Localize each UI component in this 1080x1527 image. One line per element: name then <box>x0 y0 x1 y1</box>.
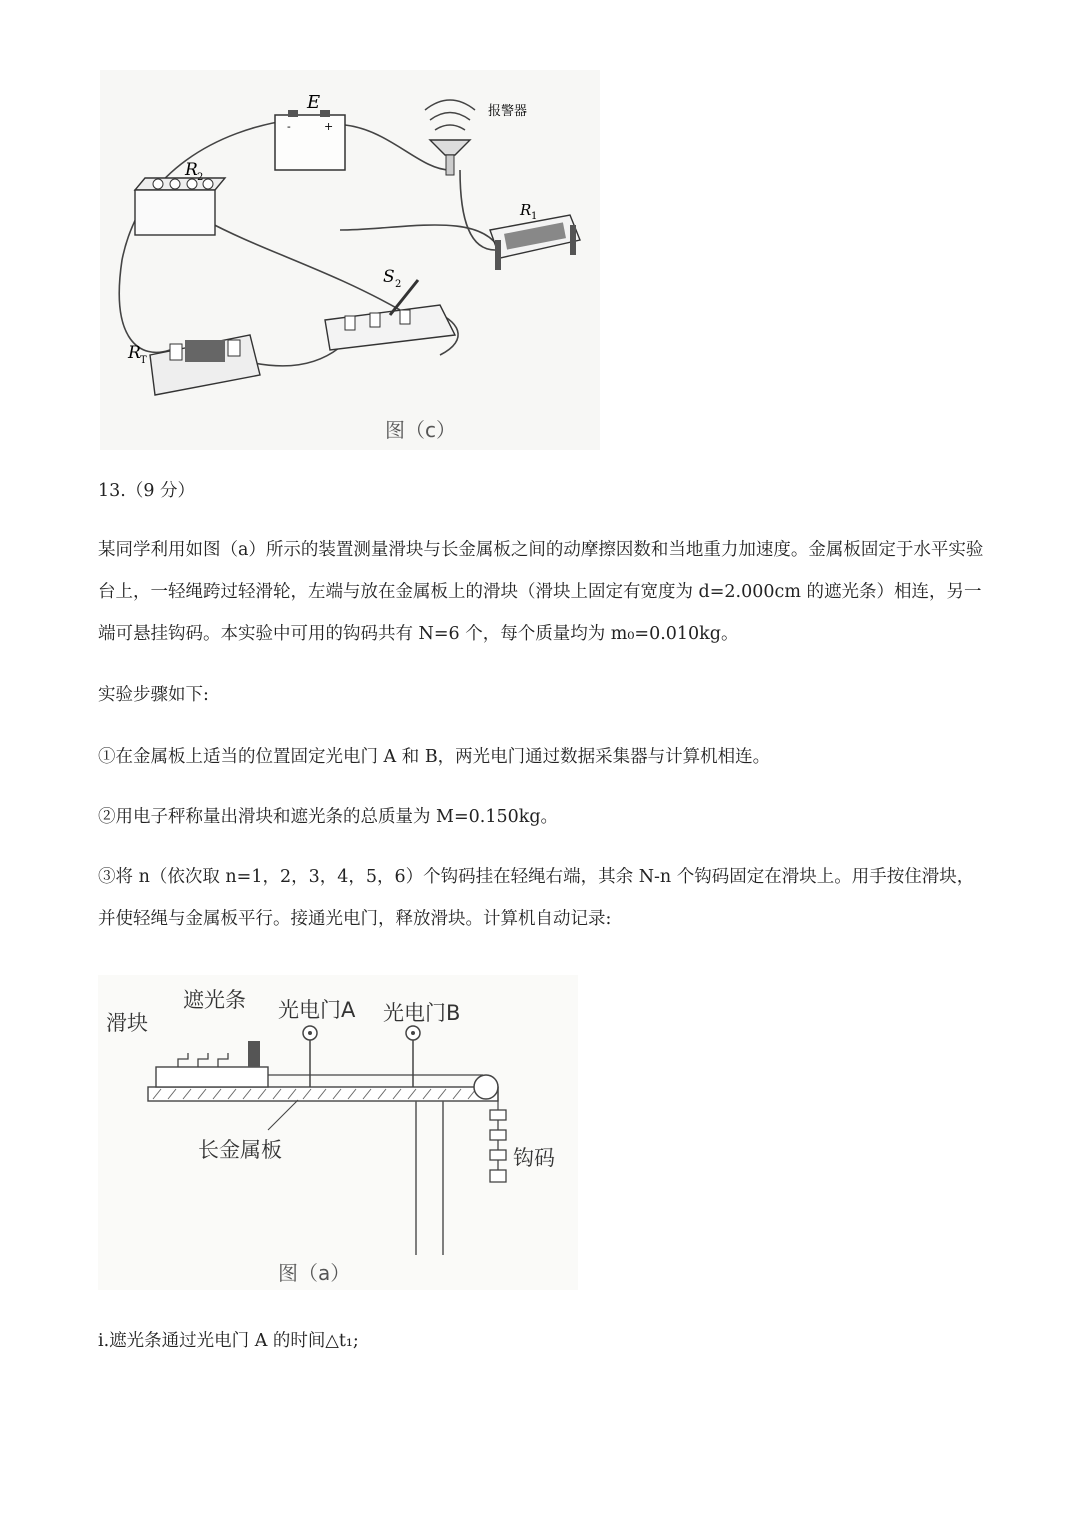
rheostat-label: R <box>520 201 532 219</box>
thermistor-subscript: T <box>140 355 147 366</box>
figure-c-caption: 图（c） <box>385 418 456 442</box>
switch-label: S <box>383 267 395 287</box>
figure-a <box>98 975 578 1290</box>
question-header: 13.（9 分） <box>98 481 196 501</box>
gate-b-label: 光电门B <box>383 1001 461 1025</box>
step-3: ③将 n（依次取 n=1，2，3，4，5，6）个钩码挂在轻绳右端，其余 N-n 个钩码固定在滑块上。用手按住滑块，并使轻绳与金属板平行。接通光电门，释放滑块。计算机自动记录: <box>98 867 975 929</box>
gate-a-label: 光电门A <box>278 998 356 1022</box>
shutter-strip <box>248 1041 260 1067</box>
rheostat-subscript: 1 <box>531 211 538 222</box>
resistance-box-subscript: 2 <box>197 172 204 183</box>
switch-subscript: 2 <box>395 279 402 290</box>
alarm-label: 报警器 <box>488 104 528 119</box>
question-intro: 某同学利用如图（a）所示的装置测量滑块与长金属板之间的动摩擦因数和当地重力加速度。金属板固定于水平实验台上，一轻绳跨过轻滑轮，左端与放在金属板上的滑块（滑块上固定有宽度为 d=2.000cm 的遮光条）相连，另一端可悬挂钩码。本实验中可用的钩码共有 N=6 个，每个质量均为 m₀=0.010kg。 <box>98 540 984 644</box>
slider-block <box>156 1067 268 1087</box>
item-i: i.遮光条通过光电门 A 的时间△t₁; <box>98 1331 359 1351</box>
metal-plate-label: 长金属板 <box>198 1138 282 1162</box>
resistance-box-label: R <box>185 160 198 180</box>
shutter-strip-label: 遮光条 <box>183 988 246 1012</box>
figure-c <box>100 70 600 450</box>
battery-minus-label: - <box>287 120 291 133</box>
step-2: ②用电子秤称量出滑块和遮光条的总质量为 M=0.150kg。 <box>98 807 559 827</box>
hook-weights-label: 钩码 <box>513 1146 555 1170</box>
steps-title: 实验步骤如下: <box>98 685 209 705</box>
pulley <box>474 1075 498 1099</box>
figure-a-caption: 图（a） <box>278 1261 351 1285</box>
slider-label: 滑块 <box>106 1011 148 1035</box>
circuit-diagram <box>100 70 600 450</box>
battery-plus-label: + <box>324 120 334 133</box>
apparatus-diagram <box>98 975 578 1290</box>
battery-label: E <box>307 92 321 113</box>
step-1: ①在金属板上适当的位置固定光电门 A 和 B，两光电门通过数据采集器与计算机相连。 <box>98 747 771 767</box>
thermistor-label: R <box>128 343 141 363</box>
